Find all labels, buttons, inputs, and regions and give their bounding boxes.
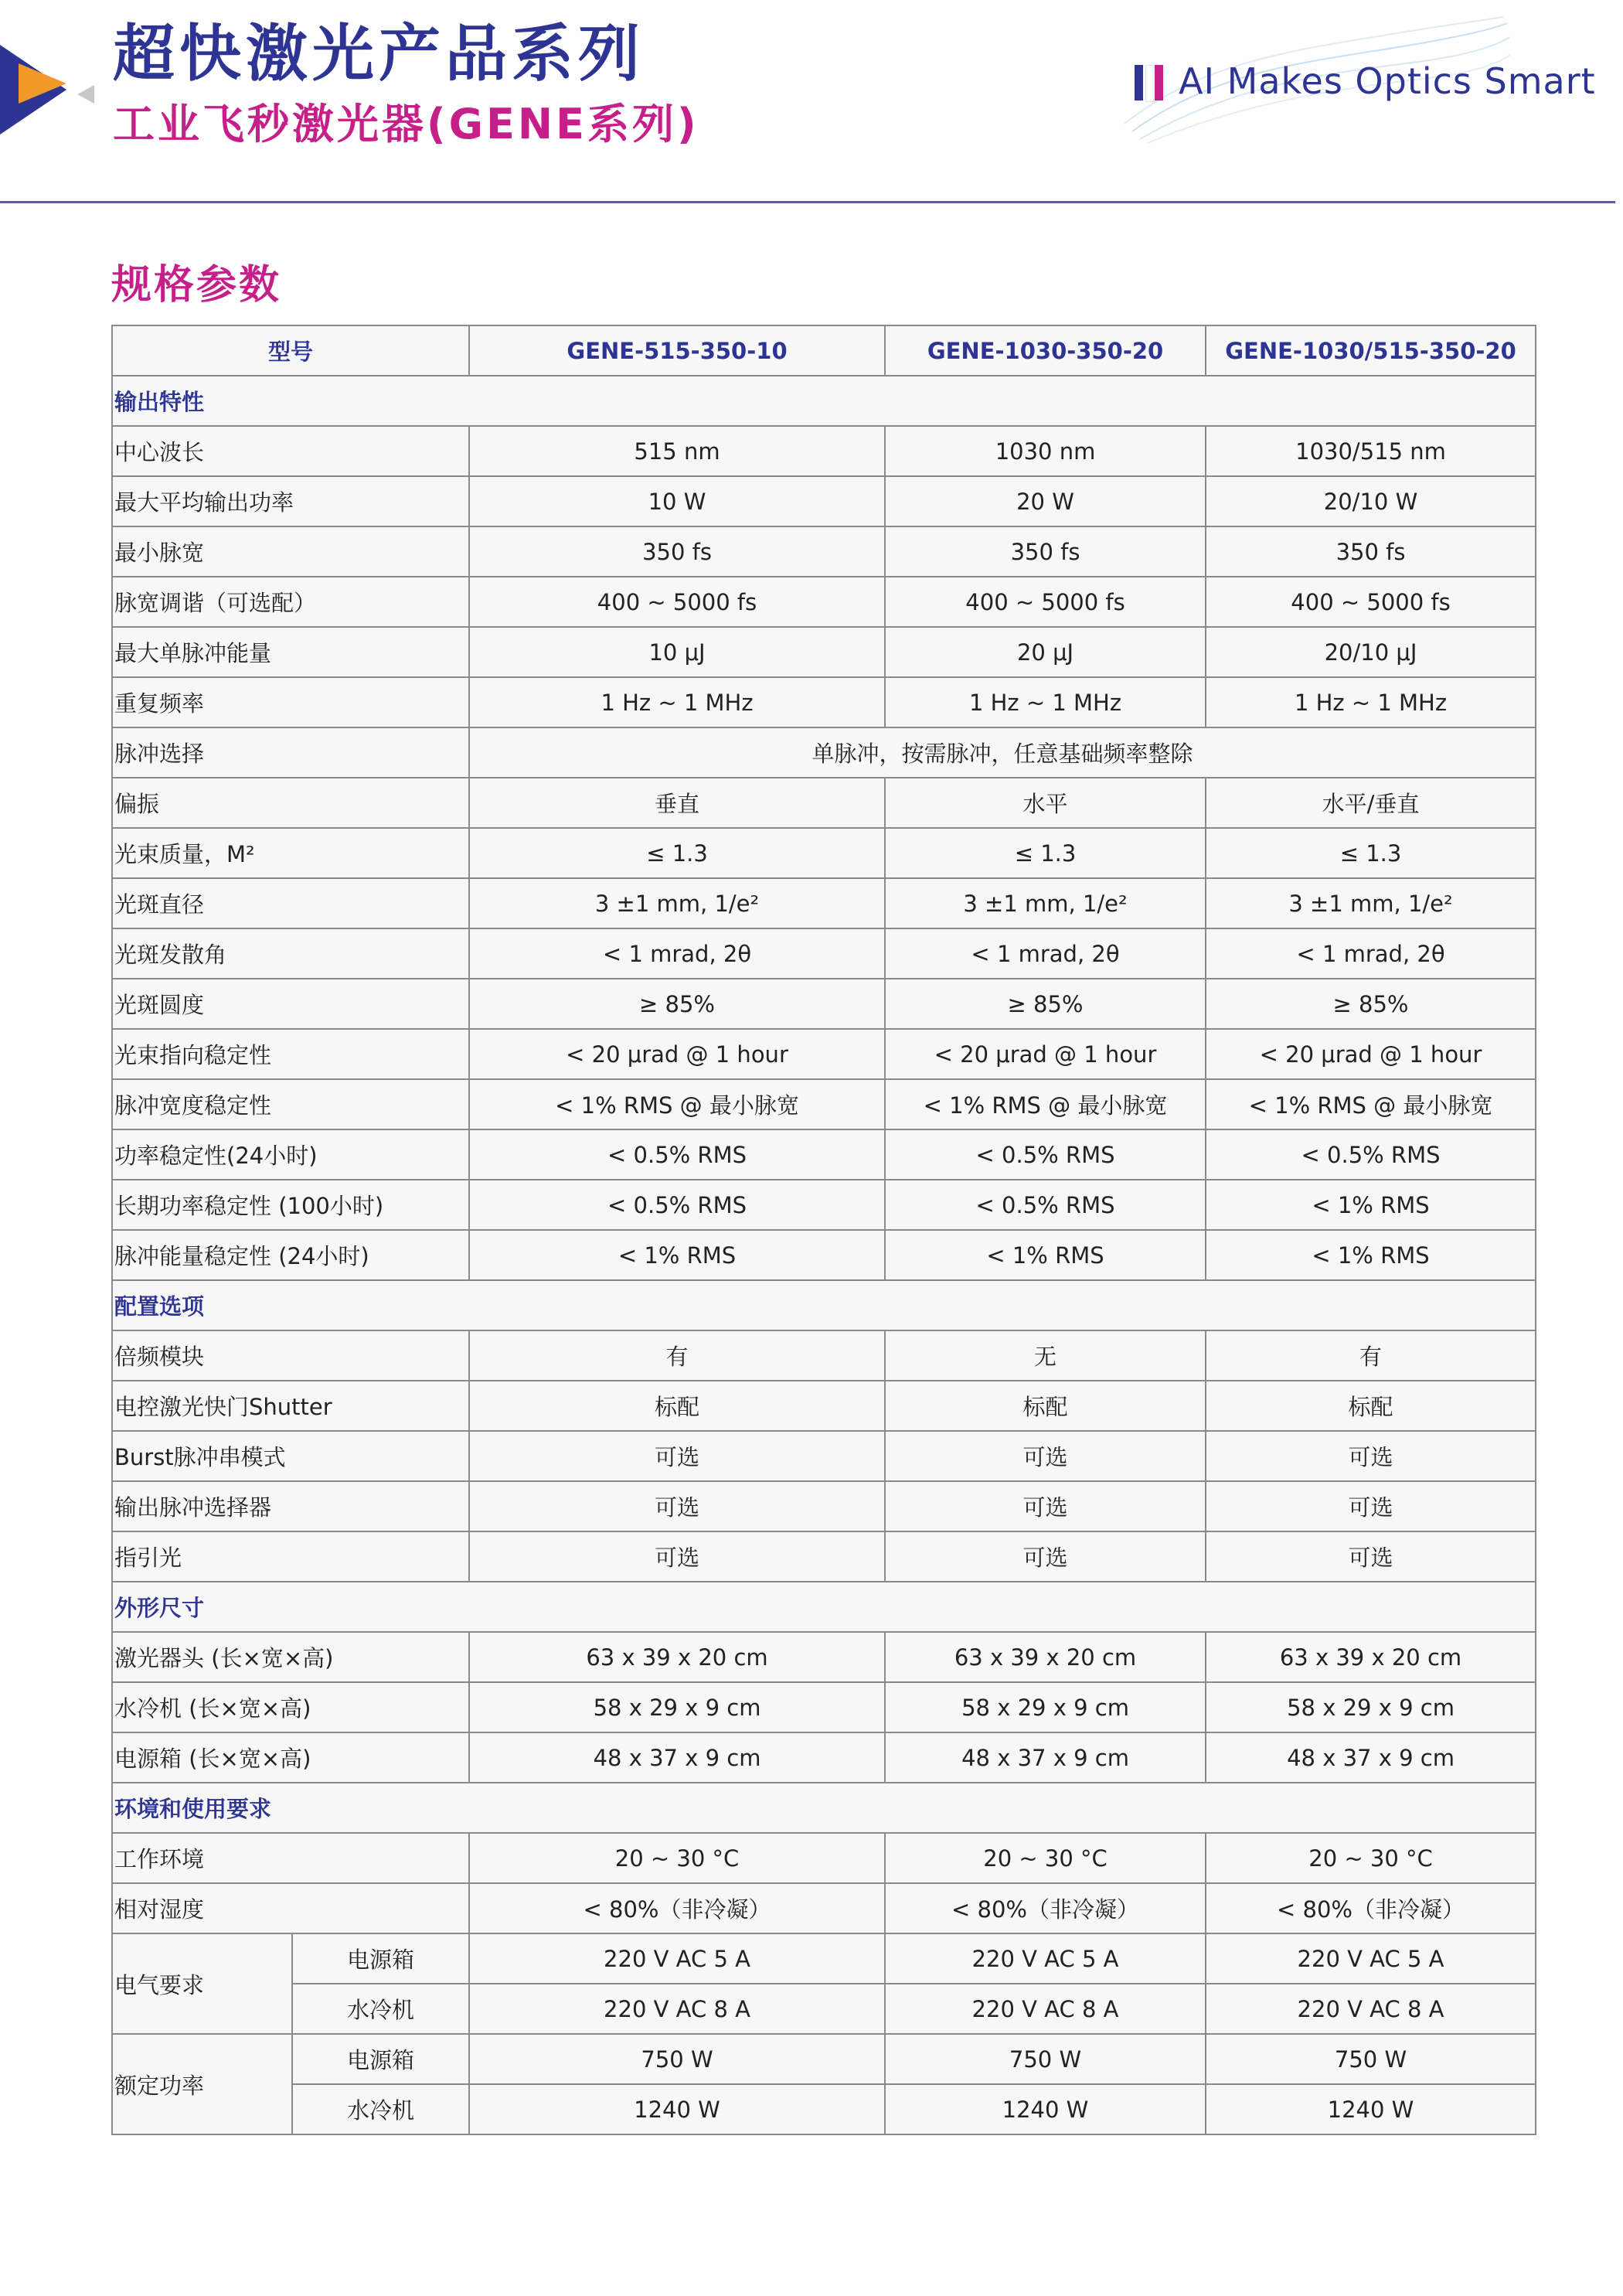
section-label: 输出特性 [112, 376, 1536, 426]
table-row [112, 1029, 1536, 1079]
header-cell: GENE-1030/515-350-20 [1206, 325, 1536, 376]
spec-table [111, 325, 1536, 2135]
value-cell: 10 W [469, 476, 885, 526]
row-label: 脉冲选择 [112, 727, 469, 778]
value-cell: 750 W [885, 2034, 1206, 2084]
value-cell: 750 W [469, 2034, 885, 2084]
value-cell: 标配 [469, 1381, 885, 1431]
value-cell-merged: 单脉冲，按需脉冲，任意基础频率整除 [469, 727, 1536, 778]
header-divider [0, 201, 1615, 203]
value-cell: 220 V AC 8 A [469, 1984, 885, 2034]
row-sublabel: 水冷机 [292, 1984, 469, 2034]
table-row [112, 727, 1536, 778]
table-row [112, 1180, 1536, 1230]
value-cell: 58 x 29 x 9 cm [1206, 1682, 1536, 1732]
value-cell: 20 ~ 30 °C [885, 1833, 1206, 1883]
value-cell: 48 x 37 x 9 cm [1206, 1732, 1536, 1783]
row-label: 长期功率稳定性 (100小时) [112, 1180, 469, 1230]
value-cell: 20 ~ 30 °C [1206, 1833, 1536, 1883]
value-cell: 可选 [1206, 1531, 1536, 1582]
value-cell: < 0.5% RMS [885, 1129, 1206, 1180]
row-label: 光束指向稳定性 [112, 1029, 469, 1079]
row-label: 倍频模块 [112, 1330, 469, 1381]
table-row [112, 1230, 1536, 1280]
table-row [112, 928, 1536, 979]
row-label: 最大平均输出功率 [112, 476, 469, 526]
table-row [112, 2084, 1536, 2134]
value-cell: 1 Hz ~ 1 MHz [469, 677, 885, 727]
value-cell: ≥ 85% [469, 979, 885, 1029]
row-label: 相对湿度 [112, 1883, 469, 1933]
value-cell: < 1% RMS [885, 1230, 1206, 1280]
row-label: 脉冲宽度稳定性 [112, 1079, 469, 1129]
value-cell: 1030 nm [885, 426, 1206, 476]
header-cell: 型号 [112, 325, 469, 376]
header-cell: GENE-515-350-10 [469, 325, 885, 376]
value-cell: 可选 [885, 1481, 1206, 1531]
row-label: 脉宽调谐（可选配） [112, 577, 469, 627]
value-cell: 350 fs [1206, 526, 1536, 577]
section-row-env [112, 1783, 1536, 1833]
section-label: 环境和使用要求 [112, 1783, 1536, 1833]
table-row [112, 778, 1536, 828]
section-row-config [112, 1280, 1536, 1330]
value-cell: 20/10 W [1206, 476, 1536, 526]
value-cell: 400 ~ 5000 fs [469, 577, 885, 627]
row-group-label: 额定功率 [112, 2034, 292, 2134]
value-cell: 400 ~ 5000 fs [1206, 577, 1536, 627]
row-label: 偏振 [112, 778, 469, 828]
section-title: 规格参数 [111, 262, 282, 308]
value-cell: 可选 [1206, 1431, 1536, 1481]
logo-triangle-orange [19, 63, 66, 104]
value-cell: 可选 [885, 1531, 1206, 1582]
row-group-label: 电气要求 [112, 1933, 292, 2034]
value-cell: < 1% RMS [1206, 1230, 1536, 1280]
value-cell: 标配 [885, 1381, 1206, 1431]
row-label: 指引光 [112, 1531, 469, 1582]
value-cell: 3 ±1 mm, 1/e² [885, 878, 1206, 928]
row-label: Burst脉冲串模式 [112, 1431, 469, 1481]
row-label: 电控激光快门Shutter [112, 1381, 469, 1431]
value-cell: 63 x 39 x 20 cm [885, 1632, 1206, 1682]
value-cell: 3 ±1 mm, 1/e² [1206, 878, 1536, 928]
table-row [112, 426, 1536, 476]
value-cell: < 80%（非冷凝） [469, 1883, 885, 1933]
value-cell: 可选 [469, 1431, 885, 1481]
value-cell: 有 [469, 1330, 885, 1381]
table-row [112, 1632, 1536, 1682]
value-cell: ≤ 1.3 [469, 828, 885, 878]
row-label: 电源箱 (长×宽×高) [112, 1732, 469, 1783]
value-cell: 20/10 μJ [1206, 627, 1536, 677]
section-label: 外形尺寸 [112, 1582, 1536, 1632]
value-cell: < 1% RMS @ 最小脉宽 [1206, 1079, 1536, 1129]
value-cell: 20 μJ [885, 627, 1206, 677]
value-cell: < 20 μrad @ 1 hour [885, 1029, 1206, 1079]
brand-flag-icon [1135, 65, 1164, 100]
value-cell: 48 x 37 x 9 cm [885, 1732, 1206, 1783]
value-cell: < 0.5% RMS [469, 1129, 885, 1180]
value-cell: < 1% RMS @ 最小脉宽 [469, 1079, 885, 1129]
value-cell: 1030/515 nm [1206, 426, 1536, 476]
page-subtitle: 工业飞秒激光器(GENE系列) [113, 100, 699, 148]
table-header-row [112, 325, 1536, 376]
value-cell: 3 ±1 mm, 1/e² [469, 878, 885, 928]
value-cell: 水平 [885, 778, 1206, 828]
value-cell: < 80%（非冷凝） [885, 1883, 1206, 1933]
table-row [112, 1883, 1536, 1933]
row-label: 重复频率 [112, 677, 469, 727]
value-cell: < 1 mrad, 2θ [469, 928, 885, 979]
value-cell: < 0.5% RMS [1206, 1129, 1536, 1180]
value-cell: 220 V AC 8 A [885, 1984, 1206, 2034]
table-row [112, 1933, 1536, 1984]
value-cell: < 0.5% RMS [885, 1180, 1206, 1230]
row-label: 输出脉冲选择器 [112, 1481, 469, 1531]
row-label: 脉冲能量稳定性 (24小时) [112, 1230, 469, 1280]
row-label: 中心波长 [112, 426, 469, 476]
row-label: 功率稳定性(24小时) [112, 1129, 469, 1180]
value-cell: 63 x 39 x 20 cm [469, 1632, 885, 1682]
value-cell: 10 μJ [469, 627, 885, 677]
value-cell: 可选 [469, 1531, 885, 1582]
value-cell: ≥ 85% [885, 979, 1206, 1029]
row-label: 光斑圆度 [112, 979, 469, 1029]
value-cell: 63 x 39 x 20 cm [1206, 1632, 1536, 1682]
value-cell: 可选 [885, 1431, 1206, 1481]
value-cell: 水平/垂直 [1206, 778, 1536, 828]
row-label: 光斑直径 [112, 878, 469, 928]
brand-slogan: AI Makes Optics Smart [1179, 60, 1596, 102]
table-row [112, 1984, 1536, 2034]
value-cell: < 1 mrad, 2θ [885, 928, 1206, 979]
value-cell: 750 W [1206, 2034, 1536, 2084]
table-row [112, 1833, 1536, 1883]
value-cell: 可选 [1206, 1481, 1536, 1531]
value-cell: 48 x 37 x 9 cm [469, 1732, 885, 1783]
value-cell: 220 V AC 5 A [469, 1933, 885, 1984]
value-cell: 58 x 29 x 9 cm [469, 1682, 885, 1732]
row-label: 激光器头 (长×宽×高) [112, 1632, 469, 1682]
value-cell: 1240 W [1206, 2084, 1536, 2134]
value-cell: 标配 [1206, 1381, 1536, 1431]
table-row [112, 1129, 1536, 1180]
value-cell: < 1% RMS [1206, 1180, 1536, 1230]
value-cell: 220 V AC 5 A [885, 1933, 1206, 1984]
value-cell: 1240 W [469, 2084, 885, 2134]
section-label: 配置选项 [112, 1280, 1536, 1330]
value-cell: < 0.5% RMS [469, 1180, 885, 1230]
table-row [112, 1682, 1536, 1732]
value-cell: 350 fs [885, 526, 1206, 577]
section-row-dimensions [112, 1582, 1536, 1632]
value-cell: 220 V AC 8 A [1206, 1984, 1536, 2034]
row-sublabel: 水冷机 [292, 2084, 469, 2134]
table-row [112, 627, 1536, 677]
value-cell: 220 V AC 5 A [1206, 1933, 1536, 1984]
value-cell: < 1% RMS [469, 1230, 885, 1280]
value-cell: ≤ 1.3 [1206, 828, 1536, 878]
row-sublabel: 电源箱 [292, 1933, 469, 1984]
header-cell: GENE-1030-350-20 [885, 325, 1206, 376]
value-cell: ≤ 1.3 [885, 828, 1206, 878]
table-row [112, 1431, 1536, 1481]
value-cell: ≥ 85% [1206, 979, 1536, 1029]
value-cell: 可选 [469, 1481, 885, 1531]
row-label: 光束质量，M² [112, 828, 469, 878]
table-row [112, 1330, 1536, 1381]
table-row [112, 677, 1536, 727]
table-row [112, 1481, 1536, 1531]
value-cell: 1 Hz ~ 1 MHz [1206, 677, 1536, 727]
value-cell: 515 nm [469, 426, 885, 476]
value-cell: < 20 μrad @ 1 hour [469, 1029, 885, 1079]
row-label: 光斑发散角 [112, 928, 469, 979]
value-cell: 垂直 [469, 778, 885, 828]
table-row [112, 476, 1536, 526]
table-row [112, 526, 1536, 577]
value-cell: < 1 mrad, 2θ [1206, 928, 1536, 979]
table-row [112, 1531, 1536, 1582]
value-cell: 无 [885, 1330, 1206, 1381]
section-row-output [112, 376, 1536, 426]
value-cell: < 1% RMS @ 最小脉宽 [885, 1079, 1206, 1129]
value-cell: 有 [1206, 1330, 1536, 1381]
value-cell: < 20 μrad @ 1 hour [1206, 1029, 1536, 1079]
value-cell: 58 x 29 x 9 cm [885, 1682, 1206, 1732]
table-row [112, 828, 1536, 878]
value-cell: 1 Hz ~ 1 MHz [885, 677, 1206, 727]
row-label: 水冷机 (长×宽×高) [112, 1682, 469, 1732]
row-label: 最大单脉冲能量 [112, 627, 469, 677]
table-row [112, 878, 1536, 928]
table-row [112, 577, 1536, 627]
table-row [112, 1381, 1536, 1431]
table-row [112, 979, 1536, 1029]
value-cell: < 80%（非冷凝） [1206, 1883, 1536, 1933]
value-cell: 400 ~ 5000 fs [885, 577, 1206, 627]
table-row [112, 1079, 1536, 1129]
row-label: 最小脉宽 [112, 526, 469, 577]
value-cell: 350 fs [469, 526, 885, 577]
value-cell: 20 W [885, 476, 1206, 526]
page-title: 超快激光产品系列 [113, 18, 645, 90]
row-label: 工作环境 [112, 1833, 469, 1883]
value-cell: 20 ~ 30 °C [469, 1833, 885, 1883]
table-row [112, 2034, 1536, 2084]
logo-triangle-grey [77, 85, 94, 104]
row-sublabel: 电源箱 [292, 2034, 469, 2084]
value-cell: 1240 W [885, 2084, 1206, 2134]
table-row [112, 1732, 1536, 1783]
